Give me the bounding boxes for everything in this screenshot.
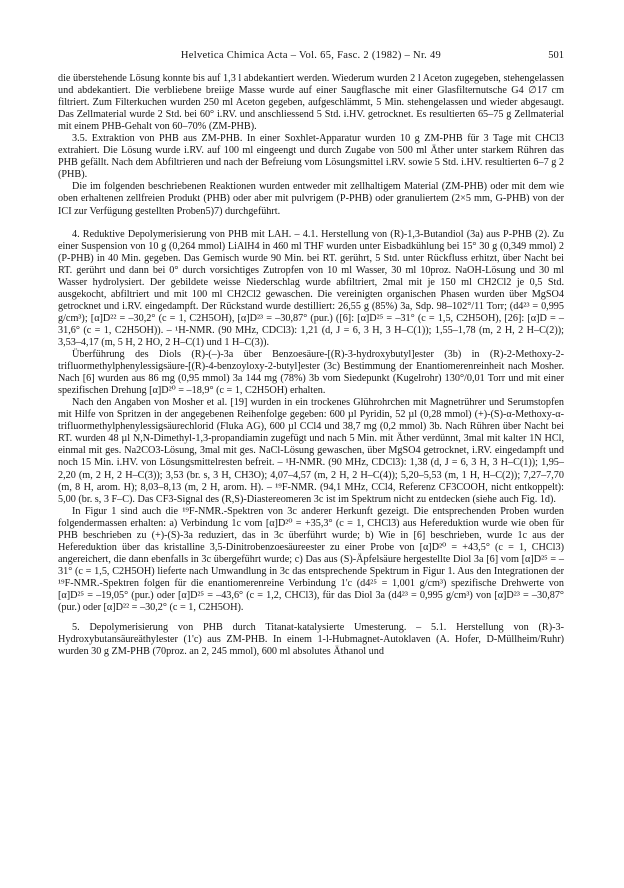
running-title: Helvetica Chimica Acta – Vol. 65, Fasc. 2 (1982) – Nr. 49: [180, 50, 442, 61]
paragraph-mosher-procedure: Nach den Angaben von Mosher et al. [19] wurden in ein trockenes Glührohrchen mit Magnetrührer und Serumstopfen mit Hilfe von Spritzen in der angegebenen Reihenfolge gegeben: 600 µl Pyridin, 52 µl (0,28 mmol) (+)-(S)-α-Methoxy-α-trifluormethylphenylessigsäurechlorid (Fluka AG), 600 µl CCl4 und 38,7 mg (0,2 mmol) 3b. Nach Rühren über Nacht bei RT. wurden 48 µl N,N-Dimethyl-1,3-propandiamin zugefügt und nach 5 Min. mit Äther verdünnt, 3mal mit kalter 1N HCl, einmal mit ges. Na2CO3-Lösung, 3mal mit ges. NaCl-Lösung gewaschen, über MgSO4 getrocknet, i.RV. eingedampft und noch 15 Min. i.HV. von Lösungsmittelresten befreit. – ¹H-NMR. (90 MHz, CDCl3): 1,38 (d, J = 6, 3 H, 3 H–C(1)); 1,95–2,20 (m, 2 H, 2 H–C(3)); 3,53 (br. s, 3 H, CH3O); 4,07–4,57 (m, 2 H, 2 H–C(4)); 5,20–5,53 (m, 1 H, H–C(2)); 7,27–7,70 (m, 8 H, arom. H); 8,03–8,13 (m, 2 H, arom. H). – ¹⁹F-NMR. (94,1 MHz, CCl4, Referenz CF3COOH, nicht entkoppelt): 5,00 (br. s, 3 F–C). Das CF3-Signal des (R,S)-Diastereomeren 3c ist im Spektrum nicht zu entdecken (siehe auch Fig. 1d).: [58, 397, 564, 505]
running-header: [58, 50, 564, 62]
paragraph-section-5-titanate: 5. Depolymerisierung von PHB durch Titanat-katalysierte Umesterung. – 5.1. Herstellung von (R)-3-Hydroxybutansäureäthylester (1'c) aus ZM-PHB. In einem 1-l-Hubmagnet-Autoklaven (A. Hofer, D-Müllheim/Ruhr) wurden 30 g ZM-PHB (70proz. an 2, 245 mmol), 600 ml absolutes Äthanol und: [58, 622, 564, 658]
body-text: [58, 73, 564, 658]
paragraph-figure-1-spectra: In Figur 1 sind auch die ¹⁹F-NMR.-Spektren von 3c anderer Herkunft gezeigt. Die entsprechenden Proben wurden folgendermassen erhalten: a) Verbindung 1c vom [α]D²⁰ = +35,3° (c = 1, CHCl3) aus Hefereduktion wurde wie oben für PHB beschrieben zu (+)-(S)-3a reduziert, das in 3c überführt wurde; b) Wie in [6] beschrieben, wurde 1c aus der Hefereduktion über das kristalline 3,5-Dinitrobenzoesäureester zu einer Probe von [α]D²⁰ = +43,5° (c = 1, CHCl3) angereichert, die dann ebenfalls in 3c übergeführt wurde; c) Das aus (S)-Äpfelsäure hergestellte Diol 3a [6] vom [α]D²⁵ = –31° (c = 1,5, C2H5OH) lieferte nach Umwandlung in 3c das entsprechende Spektrum in Figur 1. Aus den Integrationen der ¹⁹F-NMR.-Spektren folgen für die enantiomerenreine Verbindung 1'c (d4²⁵ = 1,001 g/cm³) spezifische Drehwerte von [α]D²⁵ = –19,05° (pur.) oder [α]D²⁵ = –43,6° (c = 1,2, CHCl3), für das Diol 3a (d4²³ = 0,995 g/cm³) von [α]D²³ = –30,87° (pur.) oder [α]D²² = –30,2° (c = 1, C2H5OH).: [58, 505, 564, 614]
paragraph-cell-filtration: die überstehende Lösung konnte bis auf 1,3 l abdekantiert werden. Wiederum wurden 2 l Aceton zugegeben, stehengelassen und abdekantiert. Die verbliebene breiige Masse wurde auf einer Saugflasche mit einer Glasfilternutsche G4 ∅17 cm filtriert. Zum Filterkuchen wurden 250 ml Aceton gegeben, aufgeschlämmt, 5 Min. stehengelassen und wieder abgesaugt. Das Zellmaterial wurde 2 Std. bei 60° i.RV. und anschliessend 5 Std. i.HV. getrocknet. Es resultierten 65–75 g Zellmaterial mit einem PHB-Gehalt von 60–70% (ZM-PHB).: [58, 73, 564, 133]
paragraph-diol-conversion: Überführung des Diols (R)-(–)-3a über Benzoesäure-[(R)-3-hydroxybutyl]ester (3b) in (R)-2-Methoxy-2-trifluormethylphenylessigsäure-[(R)-4-benzoyloxy-2-butyl]ester (3c) Bestimmung der Enantiomerenreinheit nach Mosher. Nach [6] wurden aus 86 mg (0,95 mmol) 3a 144 mg (78%) 3b vom Siedepunkt (Kugelrohr) 130°/0,01 Torr und mit einer spezifischen Drehung [α]D²⁰ = –18,9° (c = 1, C2H5OH) erhalten.: [58, 349, 564, 397]
paragraph-reaction-note: Die im folgenden beschriebenen Reaktionen wurden entweder mit zellhaltigem Material (ZM-PHB) oder mit dem wie oben erhaltenen zellfreien Produkt (PHB) oder aber mit pulvrigem (P-PHB) oder granuliertem (2×5 mm, G-PHB) von der ICI zur Verfügung gestellten Proben5)7) durchgeführt.: [58, 181, 564, 217]
paragraph-section-4-lah-reduction: 4. Reduktive Depolymerisierung von PHB mit LAH. – 4.1. Herstellung von (R)-1,3-Butandiol (3a) aus P-PHB (2). Zu einer Suspension von 10 g (0,264 mmol) LiAlH4 in 460 ml THF wurden unter Eisbadkühlung bei 15° 30 g (0,349 mmol) 2 (P-PHB) in 40 Min. gegeben. Das Gemisch wurde 90 Min. bei RT. gerührt, 5 Std. unter Rückfluss erhitzt, über Nacht bei RT. gerührt und dann bei 0° durch vorsichtiges Zutropfen von 10 ml Wasser, 30 ml 10proz. NaOH-Lösung und 30 ml Wasser hydrolysiert. Der gebildete weisse Niederschlag wurde abfiltriert, 2mal mit je 150 ml CH2Cl2 je 0,5 Std. ausgekocht, abfiltriert und mit 100 ml CH2Cl2 gewaschen. Die vereinigten organischen Phasen wurden über MgSO4 getrocknet und i.RV. eingedampft. Der Rückstand wurde destilliert: 26,55 g (85%) 3a, Sdp. 98–102°/11 Torr; (d4²³ = 0,995 g/cm³); [α]D²² = –30,2° (c = 1, C2H5OH), [α]D²³ = –30,87° (pur.) ([6]: [α]D²⁵ = –31° (c = 1,5, C2H5OH), [26]: [α]D = –31,6° (c = 1, C2H5OH)). – ¹H-NMR. (90 MHz, CDCl3): 1,21 (d, J = 6, 3 H, 3 H–C(1)); 1,55–1,78 (m, 2 H, 2 H–C(2)); 3,53–4,17 (m, 5 H, 2 HO, 2 H–C(1) und 1 H–C(3)).: [58, 228, 564, 348]
paragraph-extraction: 3.5. Extraktion von PHB aus ZM-PHB. In einer Soxhlet-Apparatur wurden 10 g ZM-PHB für 3 Tage mit CHCl3 extrahiert. Die Lösung wurde i.RV. auf 100 ml eingeengt und durch Zugabe von 500 ml Äther unter starkem Rühren das PHB gefällt. Nach dem Abfiltrieren und nach der Befreiung vom Lösungsmittel i.RV. sowie 5 Std. i.HV. resultierten 6–7 g 2 (PHB).: [58, 133, 564, 181]
page-number: 501: [548, 50, 564, 61]
